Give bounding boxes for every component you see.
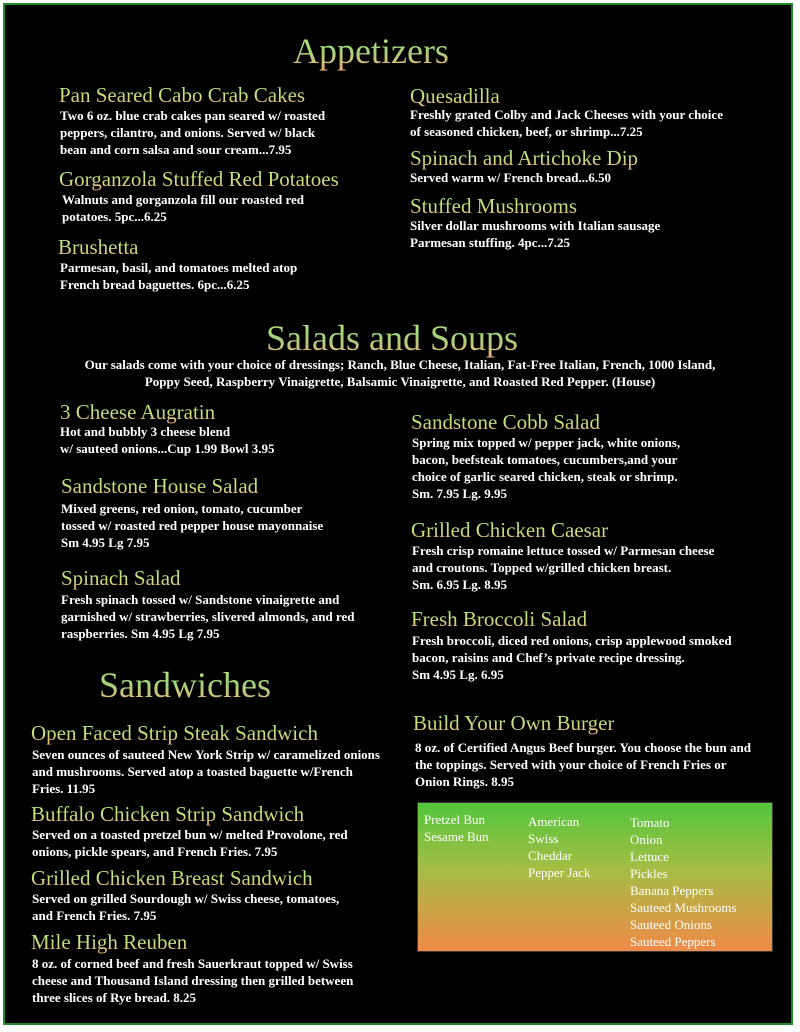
menu-item-title: 3 Cheese Augratin (60, 400, 216, 424)
menu-item-title: Open Faced Strip Steak Sandwich (31, 721, 318, 745)
menu-item-description: Silver dollar mushrooms with Italian sausage Parmesan stuffing. 4pc...7.25 (410, 218, 661, 250)
bun-options (424, 811, 489, 845)
menu-item-title: Quesadilla (410, 84, 500, 108)
burger-title: Build Your Own Burger (413, 711, 615, 735)
menu-item-title: Buffalo Chicken Strip Sandwich (31, 802, 305, 826)
menu-item-description: Fresh crisp romaine lettuce tossed w/ Parmesan cheese and croutons. Topped w/grilled chicken breast. Sm. 6.95 Lg. 8.95 (412, 543, 715, 592)
topping-option: Lettuce (630, 849, 669, 864)
cheese-option: Cheddar (528, 848, 573, 863)
cheese-options (528, 813, 590, 881)
menu-item-description: Parmesan, basil, and tomatoes melted atop French bread baguettes. 6pc...6.25 (60, 260, 298, 292)
menu-item-description: Hot and bubbly 3 cheese blend w/ sauteed onions...Cup 1.99 Bowl 3.95 (60, 424, 275, 456)
dressings-note: Our salads come with your choice of dressings; Ranch, Blue Cheese, Italian, Fat-Free Italian, French, 1000 Island, Poppy Seed, Raspberry Vinaigrette, Balsamic Vinaigrette, and Roasted Red Pepper. (House) (84, 357, 716, 389)
menu-item-title: Stuffed Mushrooms (410, 194, 578, 218)
menu-item-title: Spinach Salad (61, 566, 181, 590)
menu-item-title: Fresh Broccoli Salad (411, 607, 588, 631)
menu-page (3, 3, 793, 1025)
appetizers-heading: Appetizers (293, 31, 449, 71)
menu-item-description: Mixed greens, red onion, tomato, cucumber tossed w/ roasted red pepper house mayonnaise Sm 4.95 Lg 7.95 (61, 501, 324, 550)
topping-option: Pickles (630, 866, 668, 881)
cheese-option: American (528, 814, 580, 829)
menu-item-title: Brushetta (58, 235, 139, 259)
sandwiches-heading: Sandwiches (99, 665, 271, 705)
topping-option: Onion (630, 832, 663, 847)
menu-item-description: Served warm w/ French bread...6.50 (410, 170, 611, 185)
menu-item-title: Sandstone Cobb Salad (411, 410, 600, 434)
menu-item-title: Pan Seared Cabo Crab Cakes (59, 83, 306, 107)
menu-item-description: Served on grilled Sourdough w/ Swiss cheese, tomatoes, and French Fries. 7.95 (32, 891, 340, 923)
topping-option: Tomato (630, 815, 670, 830)
menu-item-description: Fresh broccoli, diced red onions, crisp applewood smoked bacon, raisins and Chef’s private recipe dressing. Sm 4.95 Lg. 6.95 (412, 633, 732, 682)
menu-item-description: 8 oz. of corned beef and fresh Sauerkraut topped w/ Swiss cheese and Thousand Island dressing then grilled between three slices of Rye bread. 8.25 (32, 956, 354, 1005)
bun-option: Sesame Bun (424, 829, 489, 844)
salads-heading: Salads and Soups (266, 318, 518, 358)
bun-option: Pretzel Bun (424, 812, 486, 827)
topping-option: Sauteed Onions (630, 917, 712, 932)
menu-item-title: Grilled Chicken Breast Sandwich (31, 866, 313, 890)
cheese-option: Swiss (528, 831, 559, 846)
menu-item-description: Seven ounces of sauteed New York Strip w/ caramelized onions and mushrooms. Served atop a toasted baguette w/French Fries. 11.95 (32, 747, 380, 796)
cheese-option: Pepper Jack (528, 865, 591, 880)
burger-description: 8 oz. of Certified Angus Beef burger. You choose the bun and the toppings. Served with your choice of French Fries or Onion Rings. 8.95 (415, 740, 751, 789)
topping-option: Banana Peppers (630, 883, 714, 898)
menu-item-title: Sandstone House Salad (61, 474, 259, 498)
topping-options (630, 814, 737, 950)
topping-option: Sauteed Mushrooms (630, 900, 737, 915)
menu-item-description: Fresh spinach tossed w/ Sandstone vinaigrette and garnished w/ strawberries, slivered almonds, and red raspberries. Sm 4.95 Lg 7.95 (61, 592, 355, 641)
menu-item-description: Spring mix topped w/ pepper jack, white onions, bacon, beefsteak tomatoes, cucumbers,and your choice of garlic seared chicken, steak or shrimp. Sm. 7.95 Lg. 9.95 (412, 435, 681, 501)
menu-item-description: Walnuts and gorganzola fill our roasted red potatoes. 5pc...6.25 (62, 192, 304, 224)
menu-item-description: Served on a toasted pretzel bun w/ melted Provolone, red onions, pickle spears, and French Fries. 7.95 (32, 827, 348, 859)
menu-item-title: Spinach and Artichoke Dip (410, 146, 639, 170)
menu-item-description: Two 6 oz. blue crab cakes pan seared w/ roasted peppers, cilantro, and onions. Served w/ black bean and corn salsa and sour cream...7.95 (60, 108, 326, 157)
menu-item-title: Mile High Reuben (31, 930, 188, 954)
menu-item-title: Grilled Chicken Caesar (411, 518, 609, 542)
menu-item-description: Freshly grated Colby and Jack Cheeses with your choice of seasoned chicken, beef, or shrimp...7.25 (410, 107, 723, 139)
topping-option: Sauteed Peppers (630, 934, 716, 949)
burger-options-box (417, 802, 773, 952)
menu-item-title: Gorganzola Stuffed Red Potatoes (59, 167, 339, 191)
